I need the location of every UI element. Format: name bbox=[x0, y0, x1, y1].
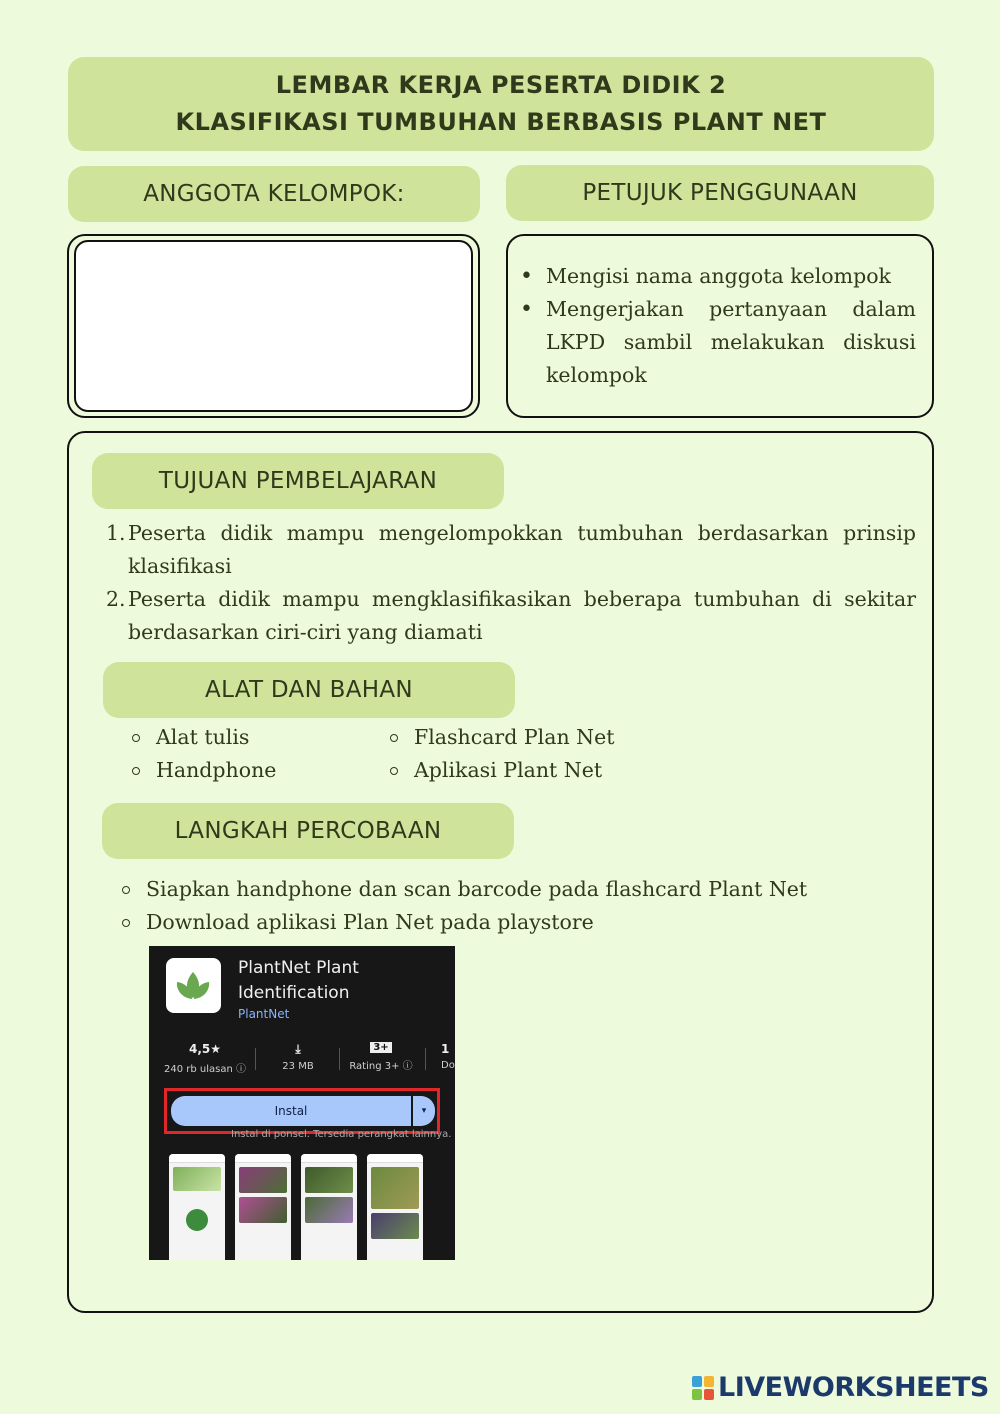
goal-item bbox=[106, 583, 916, 649]
app-screenshot[interactable] bbox=[235, 1154, 291, 1260]
goals-header bbox=[92, 453, 504, 509]
members-input[interactable] bbox=[74, 240, 473, 412]
stat-divider bbox=[425, 1048, 426, 1070]
members-box bbox=[67, 234, 480, 418]
size-value: 23 MB bbox=[282, 1061, 314, 1072]
extra-label: Do bbox=[441, 1060, 455, 1071]
age-label: Rating 3+ ⓘ bbox=[349, 1061, 413, 1072]
members-header bbox=[68, 166, 480, 222]
developer-name[interactable]: PlantNet bbox=[238, 1007, 290, 1021]
age-badge: 3+ bbox=[370, 1042, 391, 1053]
size-stat bbox=[261, 1042, 335, 1072]
tools-list-right bbox=[414, 721, 714, 787]
plantnet-logo-icon bbox=[166, 958, 221, 1013]
tools-header bbox=[103, 662, 515, 718]
instructions-list bbox=[546, 260, 916, 392]
instruction-item: • Mengisi nama anggota kelompok bbox=[546, 260, 916, 293]
instruction-item: • Mengerjakan pertanyaan dalam LKPD sambil melakukan diskusi kelompok bbox=[546, 293, 916, 392]
extra-stat bbox=[441, 1042, 455, 1071]
download-icon: ⤓ bbox=[295, 1042, 301, 1056]
tools-header-label: ALAT DAN BAHAN bbox=[205, 677, 413, 703]
liveworksheets-brand bbox=[692, 1372, 989, 1403]
tool-item: Aplikasi Plant Net bbox=[414, 754, 714, 787]
tools-list-left bbox=[156, 721, 356, 787]
steps-header bbox=[102, 803, 514, 859]
step-item: Siapkan handphone dan scan barcode pada flashcard Plant Net bbox=[146, 873, 926, 906]
install-subtext: Instal di ponsel. Tersedia perangkat lainnya. bbox=[231, 1129, 452, 1140]
title-line-2: KLASIFIKASI TUMBUHAN BERBASIS PLANT NET bbox=[175, 108, 827, 136]
steps-list bbox=[146, 873, 926, 939]
tool-item: Flashcard Plan Net bbox=[414, 721, 714, 754]
stat-divider bbox=[339, 1048, 340, 1070]
playstore-screenshot bbox=[149, 946, 455, 1260]
worksheet-title bbox=[68, 57, 934, 151]
title-line-1: LEMBAR KERJA PESERTA DIDIK 2 bbox=[275, 71, 727, 99]
app-name: PlantNet Plant Identification bbox=[238, 958, 359, 1003]
goals-header-label: TUJUAN PEMBELAJARAN bbox=[158, 468, 438, 494]
instructions-header bbox=[506, 165, 934, 221]
liveworksheets-logo-icon bbox=[692, 1376, 714, 1400]
reviews-count: 240 rb ulasan ⓘ bbox=[163, 1064, 246, 1075]
app-screenshot[interactable] bbox=[367, 1154, 423, 1260]
steps-header-label: LANGKAH PERCOBAAN bbox=[174, 818, 442, 844]
step-item: Download aplikasi Plan Net pada playstore bbox=[146, 906, 926, 939]
rating-value: 4,5★ bbox=[188, 1042, 221, 1056]
extra-icon: 1 bbox=[441, 1042, 450, 1056]
app-screenshot[interactable] bbox=[301, 1154, 357, 1260]
goal-number: 2. bbox=[106, 587, 126, 611]
app-screenshot[interactable] bbox=[169, 1154, 225, 1260]
goals-list bbox=[106, 517, 916, 649]
goal-text: Peserta didik mampu mengklasifikasikan beberapa tumbuhan di sekitar berdasarkan ciri-ciri yang diamati bbox=[128, 587, 916, 644]
goal-item bbox=[106, 517, 916, 583]
brand-name: LIVEWORKSHEETS bbox=[718, 1372, 989, 1403]
chevron-down-icon[interactable]: ▾ bbox=[413, 1096, 435, 1126]
tool-item: Alat tulis bbox=[156, 721, 356, 754]
members-header-label: ANGGOTA KELOMPOK: bbox=[143, 181, 405, 207]
tool-item: Handphone bbox=[156, 754, 356, 787]
rating-stat bbox=[163, 1042, 247, 1075]
install-button[interactable]: Instal bbox=[171, 1096, 411, 1126]
goal-number: 1. bbox=[106, 521, 126, 545]
stat-divider bbox=[255, 1048, 256, 1070]
age-stat bbox=[345, 1042, 417, 1072]
instructions-header-label: PETUJUK PENGGUNAAN bbox=[582, 180, 858, 206]
camera-icon bbox=[186, 1209, 208, 1231]
goal-text: Peserta didik mampu mengelompokkan tumbuhan berdasarkan prinsip klasifikasi bbox=[128, 521, 916, 578]
